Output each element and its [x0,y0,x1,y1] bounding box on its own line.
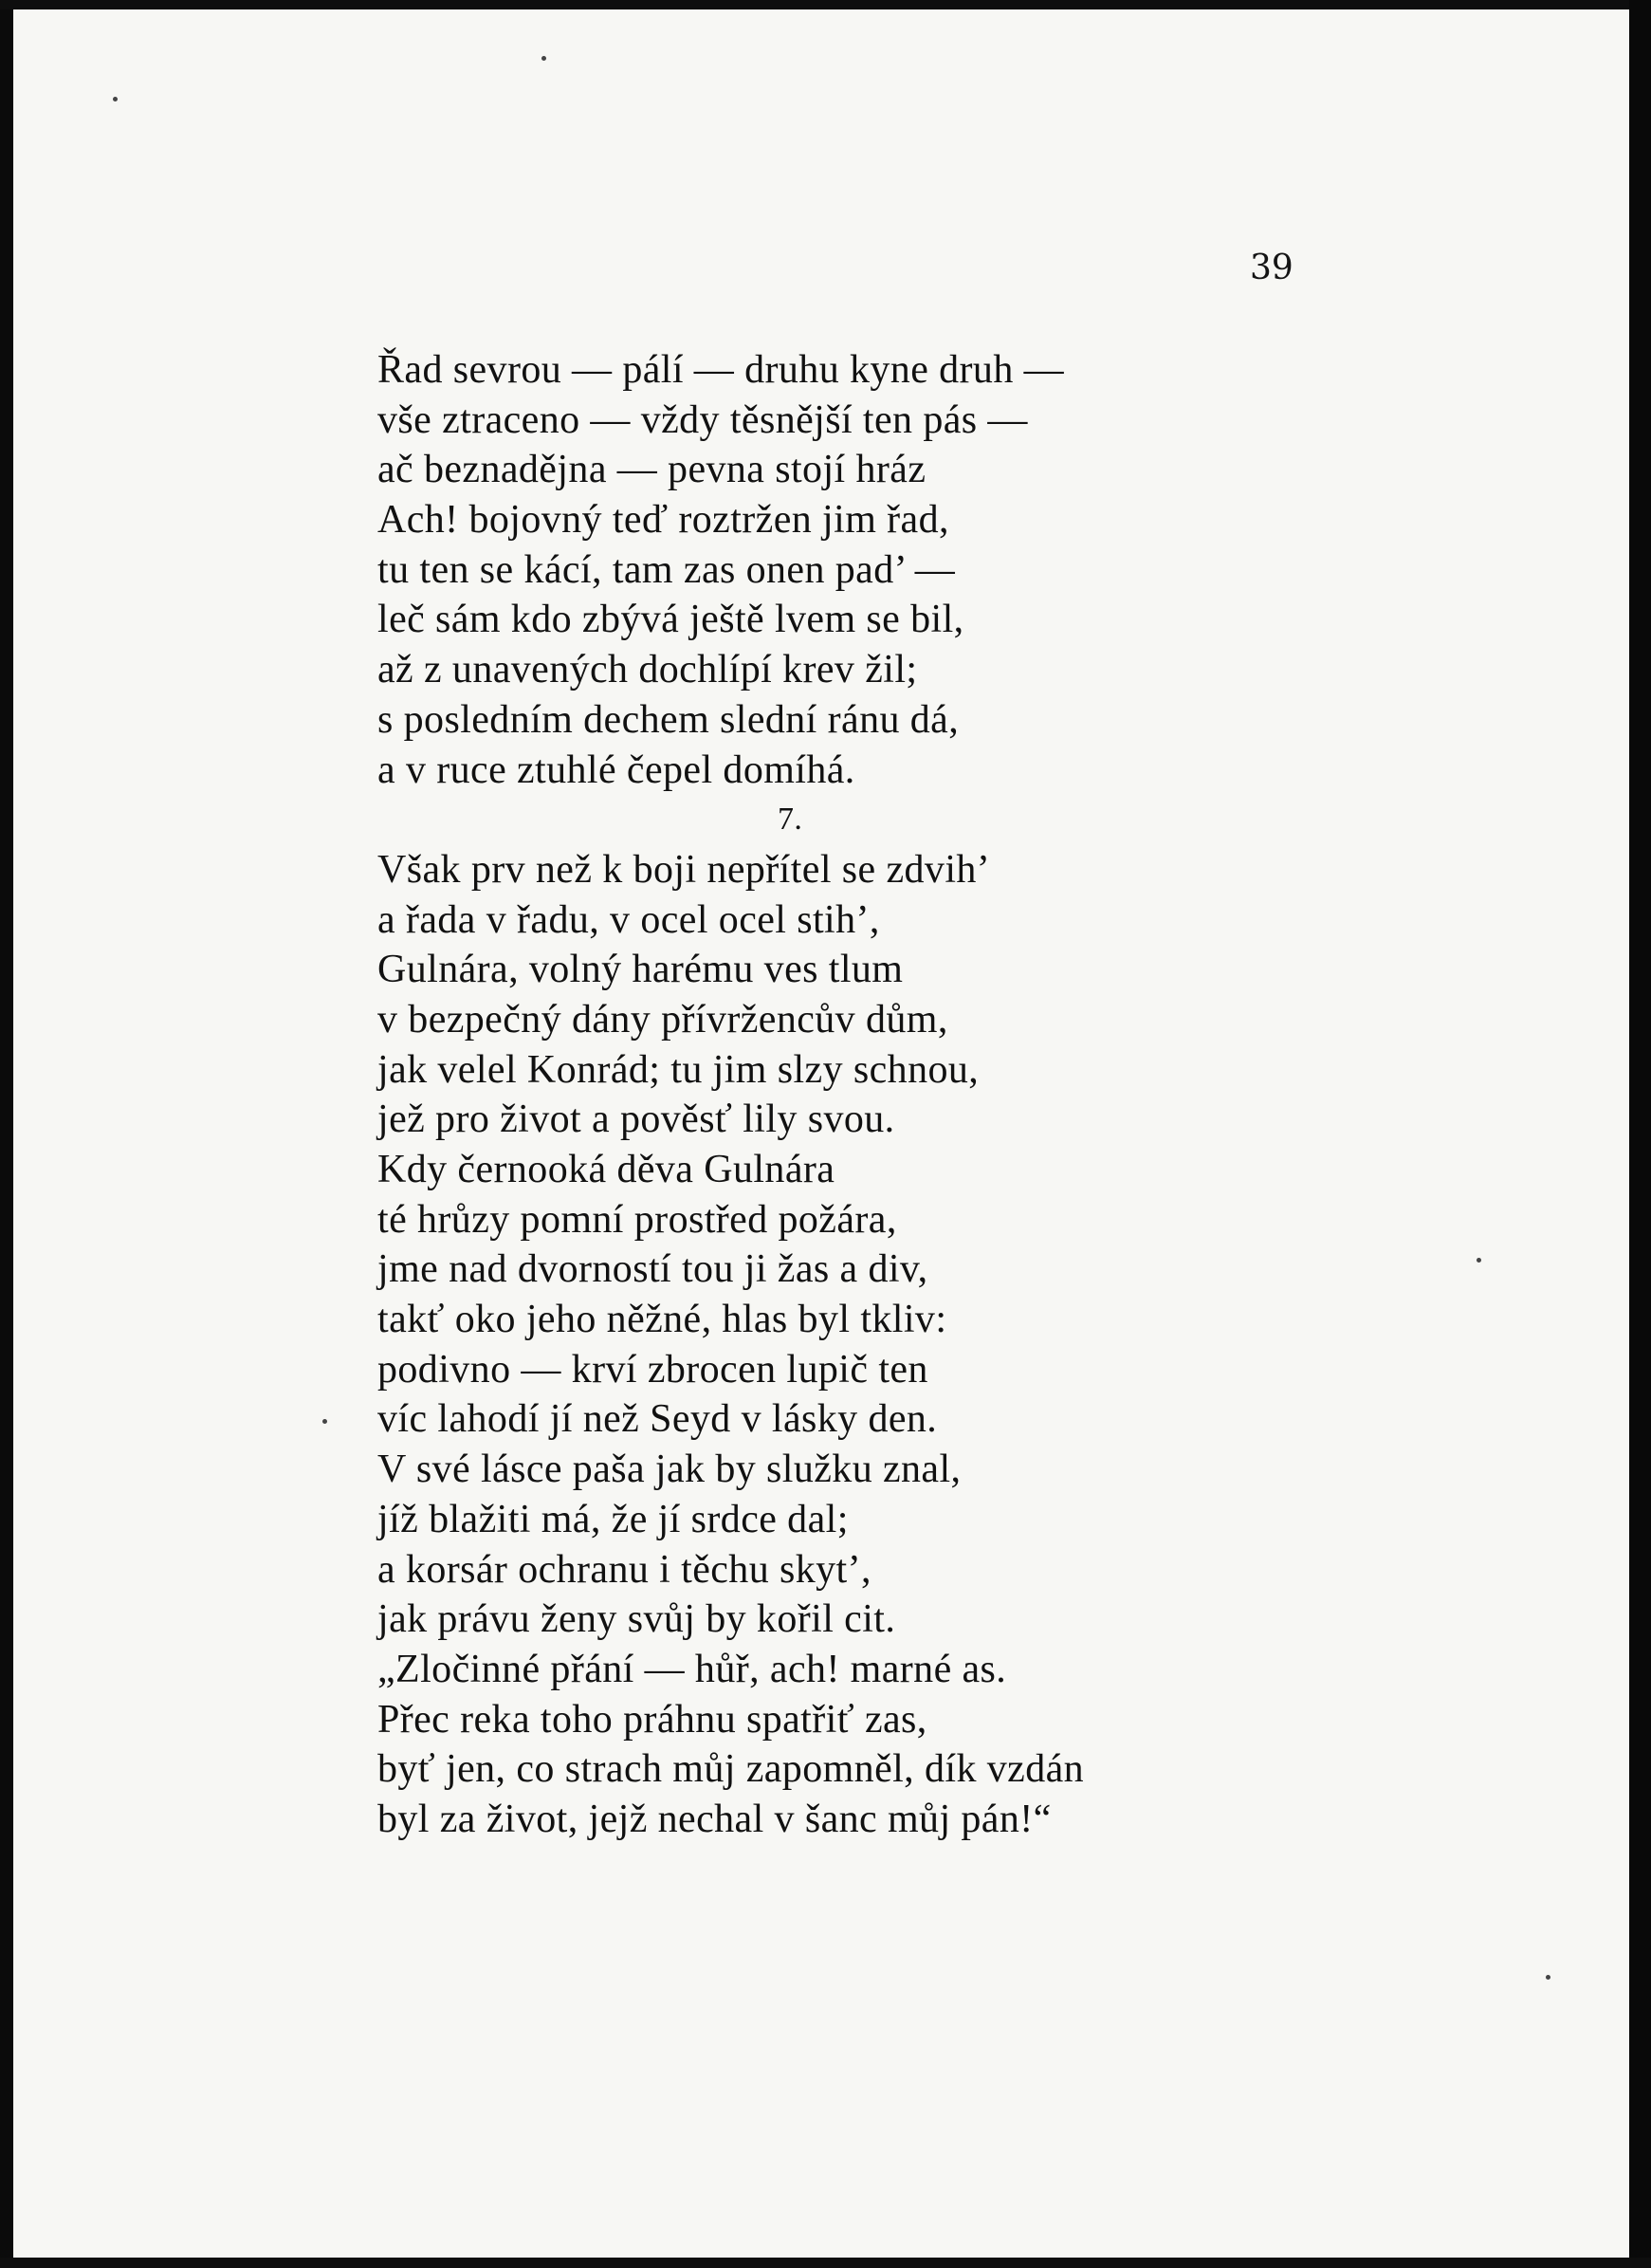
page-number: 39 [1250,249,1293,287]
dust-speck [1477,1258,1481,1263]
dust-speck [541,56,546,61]
scan-right-border [1629,0,1651,2268]
poem-line: víc lahodí jí než Seyd v lásky den. [377,1397,938,1442]
poem-line: s posledním dechem slední ránu dá, [377,697,960,742]
scan-left-border [0,9,13,2258]
poem-line: Řad sevrou — pálí — druhu kyne druh — [377,348,1065,392]
poem-line: leč sám kdo zbývá ještě lvem se bil, [377,598,964,642]
poem-line: a v ruce ztuhlé čepel domíhá. [377,747,855,792]
poem-line: byl za život, jejž nechal v šanc můj pán!“ [377,1797,1052,1841]
poem-line: ač beznadějna — pevna stojí hráz [377,448,926,492]
poem-line: jak právu ženy svůj by kořil cit. [377,1597,896,1642]
poem-line: „Zločinné přání — hůř, ach! marné as. [377,1647,1007,1691]
poem-line: Kdy černooká děva Gulnára [377,1148,835,1191]
poem-line: Přec reka toho práhnu spatřiť zas, [377,1697,927,1742]
poem-line: Gulnára, volný harému ves tlum [377,948,904,992]
poem-text [377,345,1269,1845]
poem-line: Ach! bojovný teď roztržen jim řad, [377,498,949,543]
dust-speck [113,97,118,101]
poem-line: jak velel Konrád; tu jim slzy schnou, [377,1047,980,1092]
poem-line: byť jen, co strach můj zapomněl, dík vzdán [377,1747,1085,1792]
poem-line: jež pro život a pověsť lily svou. [377,1097,895,1142]
poem-line: podivno — krví zbrocen lupič ten [377,1347,928,1392]
poem-line: jme nad dvorností tou ji žas a div, [377,1247,928,1292]
scan-bottom-border [0,2258,1651,2268]
dust-speck [1546,1975,1550,1980]
poem-line: tu ten se kácí, tam zas onen pad’ — [377,547,956,592]
poem-line: v bezpečný dány přívržencův dům, [377,997,948,1042]
poem-line: té hrůzy pomní prostřed požára, [377,1197,897,1242]
section-number: 7. [778,802,803,838]
dust-speck [322,1419,327,1424]
poem-line: a korsár ochranu i těchu skyt’, [377,1547,871,1592]
poem-line: jíž blažiti má, že jí srdce dal; [377,1497,849,1541]
poem-line: takť oko jeho něžné, hlas byl tkliv: [377,1298,947,1342]
poem-line: Však prv než k boji nepřítel se zdvih’ [377,847,991,892]
poem-line: až z unavených dochlípí krev žil; [377,648,918,692]
scan-top-border [0,0,1651,9]
poem-line: V své lásce paša jak by služku znal, [377,1447,962,1492]
poem-line: a řada v řadu, v ocel ocel stih’, [377,897,880,942]
poem-line: vše ztraceno — vždy těsnější ten pás — [377,397,1028,442]
